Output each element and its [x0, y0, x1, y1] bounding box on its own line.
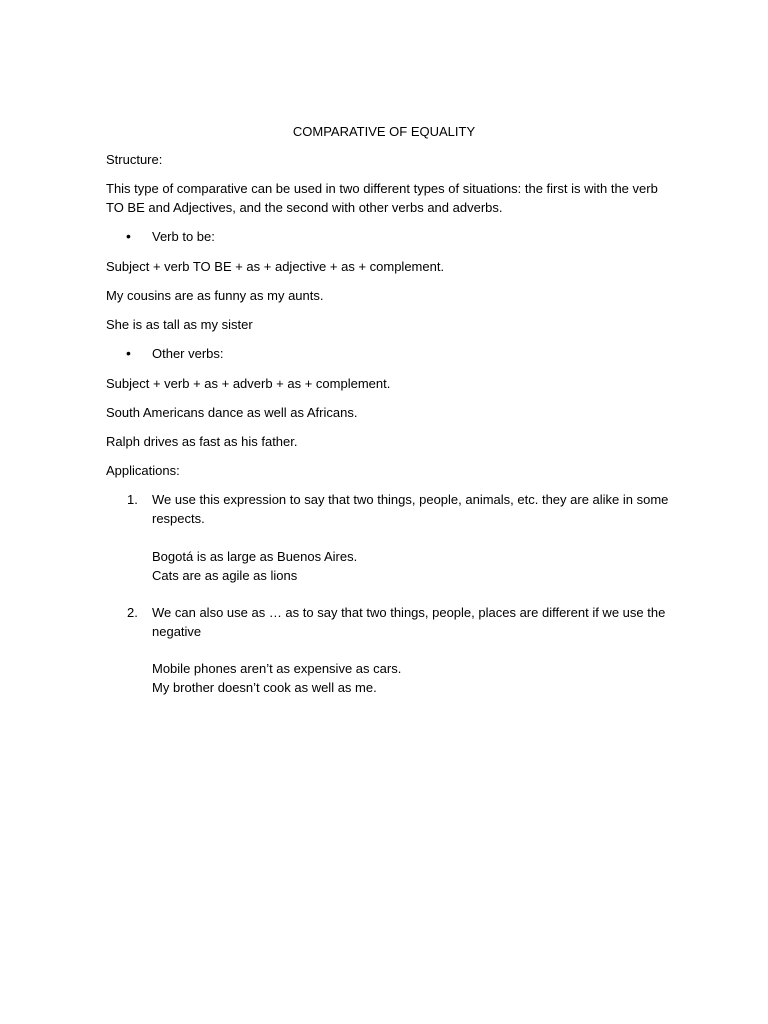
heading-verb-to-be: Verb to be:	[152, 229, 215, 244]
formula-other-verbs: Subject + verb + as + adverb + as + complement.	[106, 376, 391, 391]
heading-other-verbs: Other verbs:	[152, 346, 224, 361]
document-title: COMPARATIVE OF EQUALITY	[292, 124, 476, 139]
formula-verb-to-be: Subject + verb TO BE + as + adjective + as + complement.	[106, 259, 445, 274]
application-text-1: We use this expression to say that two things, people, animals, etc. they are alike in some respects.	[152, 492, 669, 526]
application-example-2-2: My brother doesn’t cook as well as me.	[152, 680, 377, 695]
example-other-verbs-2: Ralph drives as fast as his father.	[106, 434, 298, 449]
applications-heading: Applications:	[106, 463, 180, 478]
example-verb-to-be-2: She is as tall as my sister	[106, 317, 253, 332]
application-example-1-2: Cats are as agile as lions	[152, 568, 298, 583]
application-example-2-1: Mobile phones aren’t as expensive as cars.	[152, 661, 402, 676]
bullet-other-verbs: •	[126, 345, 131, 361]
intro-paragraph: This type of comparative can be used in two different types of situations: the first is with the verb TO BE and Adjectives, and the second with other verbs and adverbs.	[106, 181, 658, 215]
example-other-verbs-1: South Americans dance as well as Africans.	[106, 405, 358, 420]
application-example-1-1: Bogotá is as large as Buenos Aires.	[152, 549, 358, 564]
example-verb-to-be-1: My cousins are as funny as my aunts.	[106, 288, 324, 303]
structure-heading: Structure:	[106, 152, 163, 167]
application-text-2: We can also use as … as to say that two things, people, places are different if we use the negative	[152, 605, 666, 639]
application-number-2: 2.	[127, 605, 138, 620]
application-number-1: 1.	[127, 492, 138, 507]
bullet-verb-to-be: •	[126, 228, 131, 244]
